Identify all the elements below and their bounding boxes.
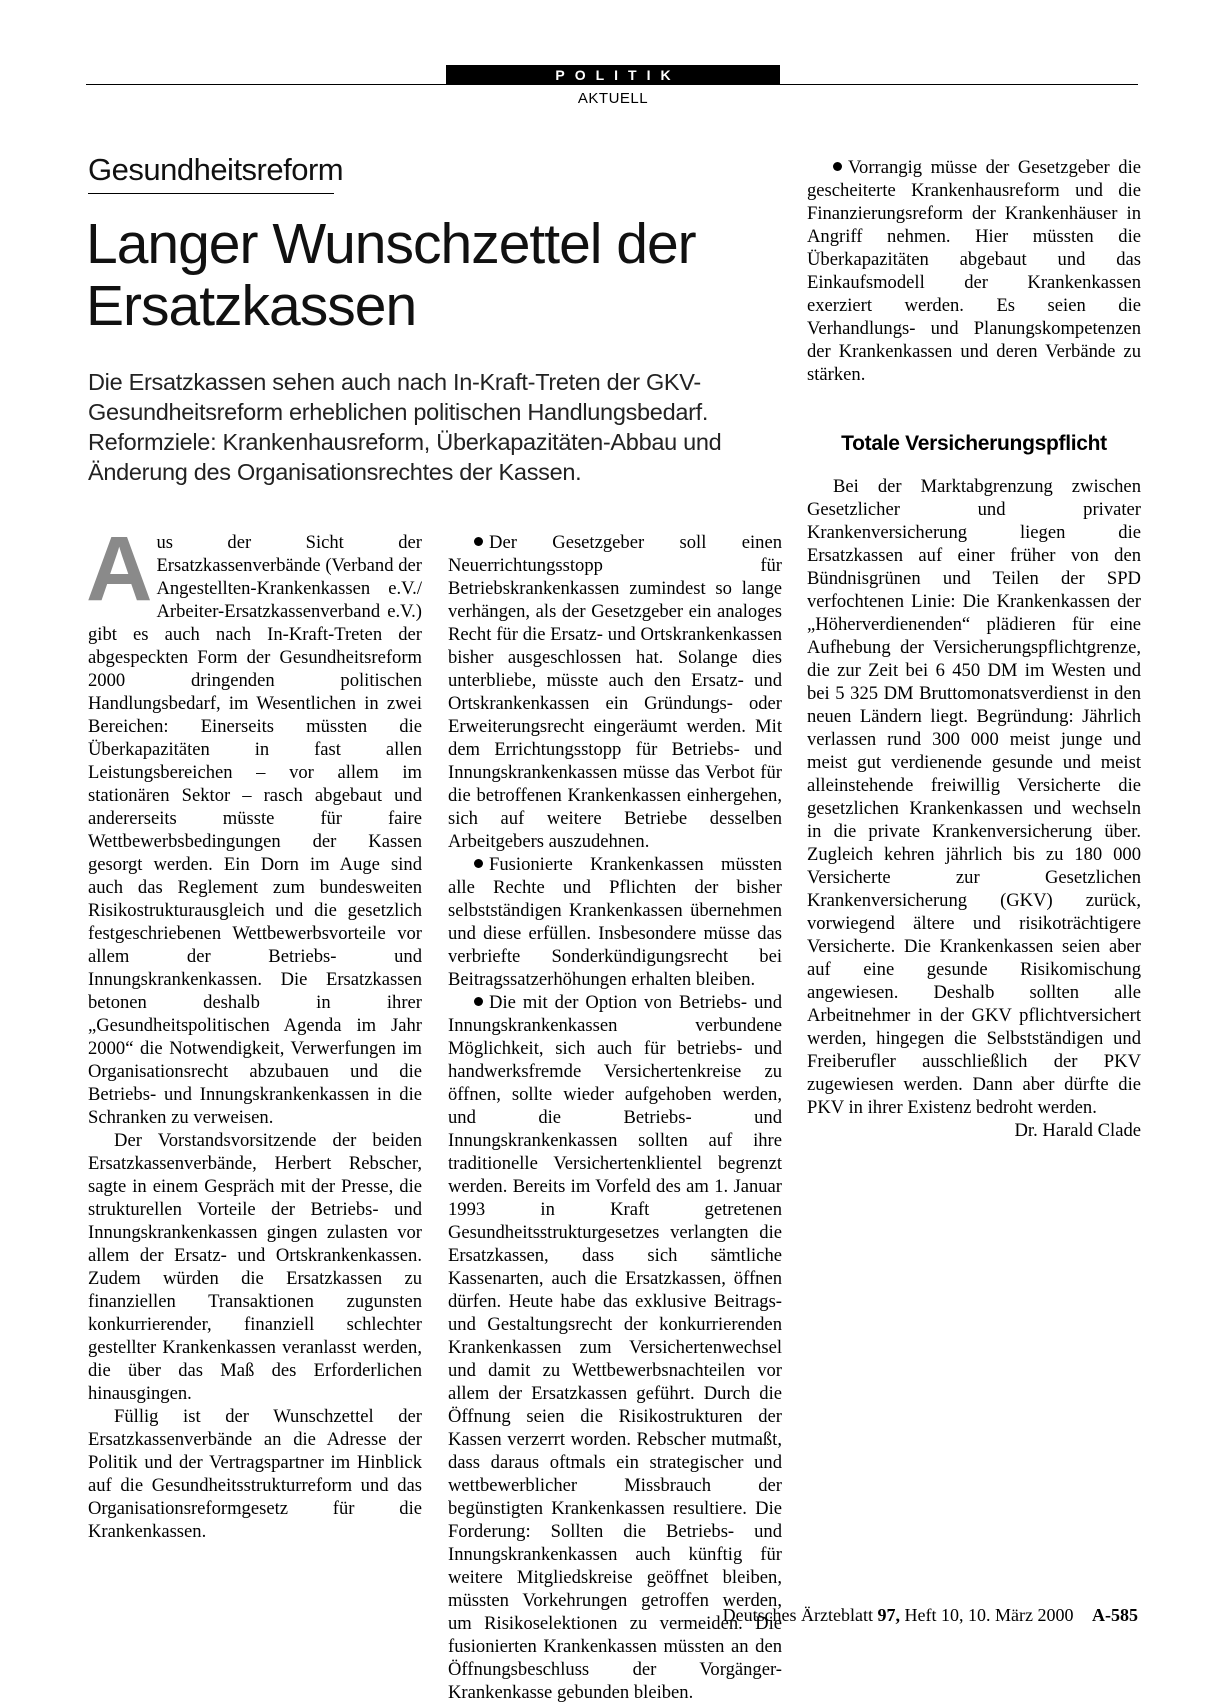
bullet-paragraph [448, 991, 782, 1704]
journal-issue: Heft 10, 10. März 2000 [904, 1605, 1074, 1625]
article-column-3 [807, 156, 1141, 1142]
journal-name: Deutsches Ärzteblatt [722, 1605, 874, 1625]
bullet-text: Die mit der Option von Betriebs- und Innungskrankenkassen verbundene Möglichkeit, sich auch für betriebs- und handwerksfremde Versichertenkreise zu öffnen, sollte wieder aufgehoben werden, und die Betriebs- und Innungskrankenkassen sollten auf ihre traditionelle Versichertenklientel begrenzt werden. Bereits im Vorfeld des am 1. Januar 1993 in Kraft getretenen Gesundheitsstrukturgesetzes verlangten die Ersatzkassen, dass sich sämtliche Kassenarten, auch die Ersatzkassen, öffnen dürfen. Heute habe das exklusive Beitrags- und Gestaltungsrecht der konkurrierenden Krankenkassen zum Versichertenwechsel und damit zu Wettbewerbsnachteilen vor allem der Ersatzkassen geführt. Durch die Öffnung seien die Risikostrukturen der Kassen verzerrt worden. Rebscher mutmaßt, dass daraus oftmals ein strategischer und wettbewerblicher Missbrauch der begünstigten Krankenkassen resultiere. Die Forderung: Sollten die Betriebs- und Innungskrankenkassen auch künftig für weitere Mitgliedskreise geöffnet bleiben, müssten Vorkehrungen getroffen werden, um Risikoselektionen zu vermeiden. Die fusionierten Krankenkassen müssten an den Öffnungsbeschluss der Vorgänger-Krankenkasse gebunden bleiben. [448, 992, 782, 1703]
bullet-text: Der Gesetzgeber soll einen Neuerrichtungsstopp für Betriebskrankenkassen zumindest so lange verhängen, als der Gesetzgeber ein analoges Recht für die Ersatz- und Ortskrankenkassen bisher ausgeschlossen hat. Solange dies unterbliebe, müsste auch den Ersatz- und Ortskrankenkassen ein Gründungs- oder Erweiterungsrecht eingeräumt werden. Mit dem Errichtungsstopp für Betriebs- und Innungskrankenkassen müsse das Verbot für die betroffenen Krankenkassen einhergehen, sich auf weitere Betriebe desselben Arbeitgebers auszudehnen. [448, 532, 782, 852]
section-label: POLITIK [446, 65, 780, 85]
drop-cap: A [86, 518, 153, 620]
article-kicker: Gesundheitsreform [88, 152, 344, 187]
journal-volume: 97, [877, 1605, 901, 1625]
article-lead: Die Ersatzkassen sehen auch nach In-Kraft-Treten der GKV-Gesundheitsreform erheblichen politischen Handlungsbedarf. Reformziele: Krankenhausreform, Überkapazitäten-Abbau und Änderung des Organisationsrechtes der Kassen. [88, 369, 722, 485]
bullet-icon [474, 537, 483, 546]
subsection-label: AKTUELL [577, 90, 649, 107]
bullet-paragraph [807, 156, 1141, 386]
author-byline: Dr. Harald Clade [1014, 1120, 1141, 1141]
kicker-underline [88, 193, 334, 194]
bullet-icon [833, 162, 842, 171]
paragraph-text: Bei der Marktabgrenzung zwischen Gesetzlicher und privater Krankenversicherung liegen die Ersatzkassen auf einer früher von den Bündnisgrünen und Teilen der SPD verfochtenen Linie: Die Krankenkassen der „Höherverdienenden“ plädieren für eine Aufhebung der Versicherungspflichtgrenze, die zur Zeit bei 6 450 DM im Westen und bei 5 325 DM Bruttomonatsverdienst in den neuen Ländern liegt. Begründung: Jährlich verlassen rund 300 000 meist junge und meist gut verdienende gesunde und meist alleinstehende freiwillig Versicherte die gesetzlichen Krankenkassen und wechseln in die private Krankenversicherung über. Zugleich kehren jährlich bis zu 180 000 Versicherte zur Gesetzlichen Krankenversicherung (GKV) zurück, vorwiegend ältere und risikoträchtigere Versicherte. Die Krankenkassen seien aber auf eine gesunde Risikomischung angewiesen. Deshalb sollten alle Arbeitnehmer in der GKV pflichtversichert werden, hingegen die Selbstständigen und Freiberufler ausschließlich der PKV zugewiesen werden. Dann aber dürfte die PKV in ihrer Existenz bedroht werden. [807, 476, 1141, 1118]
bullet-paragraph [448, 531, 782, 853]
paragraph: Füllig ist der Wunschzettel der Ersatzkassenverbände an die Adresse der Politik und der Vertragspartner im Hinblick auf die Gesundheitsstrukturreform und das Organisationsreformgesetz für die Krankenkassen. [88, 1406, 422, 1542]
page-number: A-585 [1092, 1605, 1138, 1625]
bullet-text: Fusionierte Krankenkassen müssten alle Rechte und Pflichten der bisher selbstständigen Krankenkassen übernehmen und diese erfüllen. Insbesondere müsse das verbriefte Sonderkündigungsrecht bei Beitragssatzerhöhungen erhalten bleiben. [448, 854, 782, 990]
bullet-icon [474, 997, 483, 1006]
page-footer [723, 1605, 1138, 1626]
article-column-2 [448, 531, 782, 1704]
bullet-paragraph [448, 853, 782, 991]
bullet-text: Vorrangig müsse der Gesetzgeber die gescheiterte Krankenhausreform und die Finanzierungsreform der Krankenhäuser in Angriff nehmen. Hier müssten die Überkapazitäten abgebaut und das Einkaufsmodell der Krankenkassen exerziert werden. Es seien die Verhandlungs- und Planungskompetenzen der Krankenkassen und deren Verbände zu stärken. [807, 157, 1141, 385]
paragraph-intro-text: us der Sicht der Ersatzkassenverbände (Verband der Angestellten-Krankenkassen e.V./ Arbeiter-Ersatzkassenverband e.V.) gibt es auch nach In-Kraft-Treten der abgespeckten Form der Gesundheitsreform 2000 dringenden politischen Handlungsbedarf, im Wesentlichen in zwei Bereichen: Einerseits müssten die Überkapazitäten in fast allen Leistungsbereichen – vor allem im stationären Sektor – rasch abgebaut und andererseits müsste für faire Wettbewerbsbedingungen der Kassen gesorgt werden. Ein Dorn im Auge sind auch das Reglement zum bundesweiten Risikostrukturausgleich und die gesetzlich festgeschriebenen Wettbewerbsvorteile vor allem der Betriebs- und Innungskrankenkassen. Die Ersatzkassen betonen deshalb in ihrer „Gesundheitspolitischen Agenda im Jahr 2000“ die Notwendigkeit, Verwerfungen im Organisationsrecht abzubauen und die Betriebs- und Innungskrankenkassen in die Schranken zu verweisen. [88, 532, 422, 1128]
article-column-1 [86, 518, 422, 1543]
paragraph-intro [86, 518, 422, 1129]
paragraph [807, 475, 1141, 1141]
article-headline: Langer Wunschzettel der Ersatzkassen [86, 212, 696, 338]
paragraph: Der Vorstandsvorsitzende der beiden Ersatzkassenverbände, Herbert Rebscher, sagte in einem Gespräch mit der Presse, die strukturellen Vorteile der Betriebs- und Innungskrankenkassen gingen zulasten vor allem der Ersatz- und Ortskrankenkassen. Zudem würden die Ersatzkassen zu finanziellen Transaktionen zugunsten konkurrierender, finanziell schlechter gestellter Krankenkassen veranlasst werden, die über das Maß des Erforderlichen hinausgingen. [88, 1130, 422, 1404]
subheading: Totale Versicherungspflicht [841, 432, 1107, 455]
bullet-icon [474, 859, 483, 868]
